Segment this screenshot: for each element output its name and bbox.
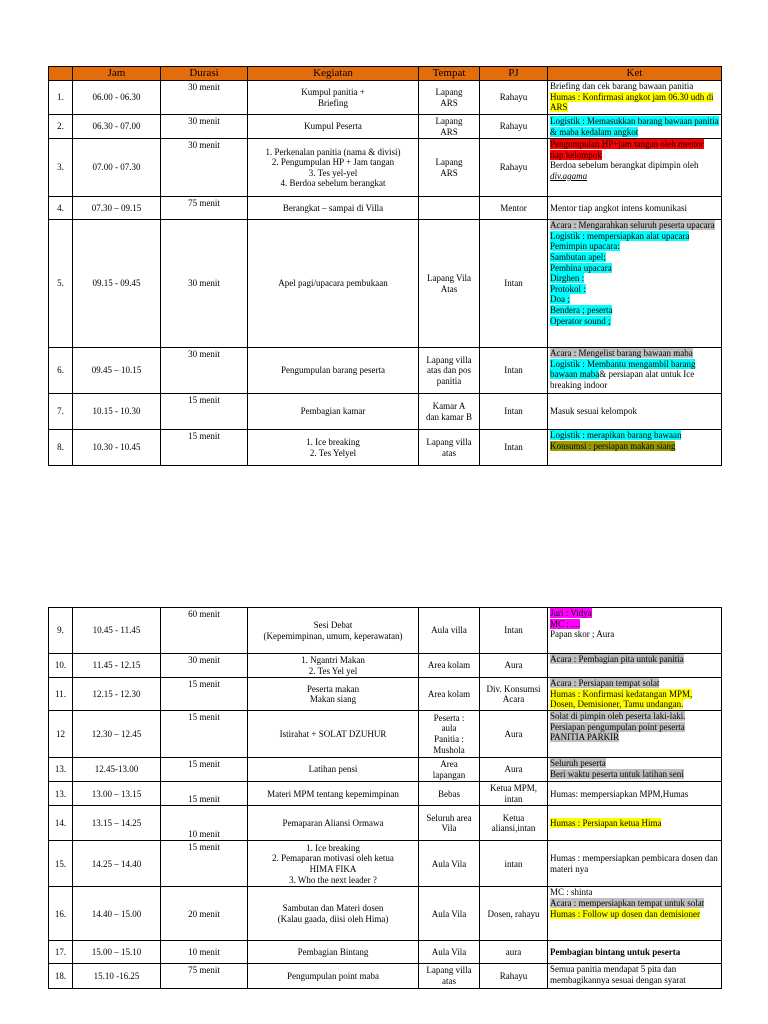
place-line: atas dan pos: [427, 365, 471, 376]
pic-cell: Rahayu: [480, 139, 548, 197]
table-row: [49, 964, 722, 988]
note-line: Pemimpin upacara:: [550, 241, 620, 252]
note-cell: [548, 941, 722, 964]
place-cell: [419, 711, 480, 758]
activity-cell: [248, 964, 419, 988]
activity-cell: [248, 782, 419, 806]
place-line: ARS: [440, 167, 458, 178]
note-line: Pembina upacara: [550, 262, 612, 273]
duration-cell: 15 menit: [161, 711, 248, 758]
place-cell: [419, 806, 480, 841]
activity-line: Kumpul Peserta: [304, 121, 362, 132]
note-cell: [548, 654, 722, 678]
place-cell: [419, 654, 480, 678]
place-cell: [419, 348, 480, 394]
place-cell: [419, 887, 480, 941]
duration-cell: 10 menit: [161, 806, 248, 841]
row-number: 2.: [49, 115, 73, 139]
header-no: [49, 67, 73, 81]
activity-line: Berangkat – sampai di Villa: [282, 202, 384, 213]
place-line: Aula villa: [431, 625, 467, 636]
place-line: Seluruh area: [426, 812, 472, 823]
time-cell: 10.15 - 10.30: [73, 394, 161, 430]
activity-cell: [248, 220, 419, 348]
note-line: Humas : mempersiapkan pembicara dosen dan materi nya: [550, 853, 718, 874]
note-line: Berdoa sebelum berangkat dipimpin oleh: [550, 160, 699, 171]
duration-cell: 30 menit: [161, 220, 248, 348]
activity-cell: [248, 711, 419, 758]
activity-line: Makan siang: [309, 694, 357, 705]
duration-cell: 60 menit: [161, 608, 248, 654]
activity-line: 3. Who the next leader ?: [289, 874, 377, 885]
note-line: Persiapan pengumpulan point peserta: [550, 721, 685, 732]
header-kegiatan: Kegiatan: [248, 67, 419, 81]
activity-line: Sesi Debat: [313, 619, 353, 630]
place-cell: [419, 941, 480, 964]
duration-cell: 30 menit: [161, 654, 248, 678]
duration-cell: 15 menit: [161, 678, 248, 711]
note-line: Dirghen :: [550, 273, 585, 284]
table-row: [49, 220, 722, 348]
pic-cell: Intan: [480, 608, 548, 654]
note-line: Logistik : Membantu mengambil barang bawaan maba: [550, 358, 696, 380]
place-line: Panitia :: [434, 734, 464, 745]
note-line: & persiapan alat untuk Ice breaking indoor: [550, 369, 695, 391]
pic-cell: Intan: [480, 220, 548, 348]
activity-line: HIMA FIKA: [309, 863, 357, 874]
note-cell: [548, 81, 722, 115]
place-cell: [419, 81, 480, 115]
activity-cell: [248, 115, 419, 139]
place-line: Mushola: [433, 744, 465, 755]
activity-line: 3. Tes yel-yel: [308, 167, 358, 178]
note-line: Logistik : mempersiapkan alat upacara: [550, 230, 690, 241]
note-line: Doa ;: [550, 294, 570, 305]
table-row: [49, 139, 722, 197]
header-ket: Ket: [548, 67, 722, 81]
time-cell: 11.45 - 12.15: [73, 654, 161, 678]
row-number: 11.: [49, 678, 73, 711]
place-line: Lapang: [435, 116, 463, 126]
note-line: Humas : Konfirmasi angkot jam 06.30 udh di ARS: [550, 91, 714, 113]
activity-line: (Kepemimpinan, umum, keperawatan): [263, 630, 403, 641]
table-row: [49, 711, 722, 758]
activity-line: Pembagian Bintang: [297, 947, 369, 958]
activity-line: Pemaparan Aliansi Ormawa: [282, 818, 384, 829]
place-line: Aula Vila: [431, 947, 467, 958]
time-cell: 12.45-13.00: [73, 758, 161, 782]
note-line: Beri waktu peserta untuk latihan seni: [550, 768, 684, 779]
note-cell: [548, 348, 722, 394]
note-cell: [548, 964, 722, 988]
note-line: MC : ....: [550, 618, 581, 629]
activity-line: Peserta makan: [306, 683, 360, 694]
note-line: Seluruh peserta: [550, 758, 606, 769]
note-line: Humas: mempersiapkan MPM,Humas: [550, 788, 689, 799]
place-line: dan kamar B: [426, 411, 472, 422]
note-line: Bendera ; peserta: [550, 305, 613, 316]
place-line: atas: [442, 447, 456, 458]
place-line: ARS: [440, 126, 458, 137]
row-number: 17.: [49, 941, 73, 964]
place-cell: [419, 608, 480, 654]
duration-cell: 30 menit: [161, 115, 248, 139]
note-line: Papan skor ; Aura: [550, 629, 615, 640]
time-cell: 12.15 - 12.30: [73, 678, 161, 711]
time-cell: 09.45 – 10.15: [73, 348, 161, 394]
activity-line: 1. Ngantri Makan: [301, 655, 365, 665]
activity-cell: [248, 941, 419, 964]
note-cell: [548, 806, 722, 841]
activity-line: Kumpul panitia +: [301, 86, 365, 97]
table-row: [49, 81, 722, 115]
activity-cell: [248, 608, 419, 654]
pic-cell: Aura: [480, 711, 548, 758]
note-cell: [548, 887, 722, 941]
note-cell: [548, 678, 722, 711]
activity-line: Briefing: [318, 97, 348, 108]
table-row: [49, 782, 722, 806]
duration-cell: 15 menit: [161, 394, 248, 430]
note-line: Konsumsi : persiapan makan siang: [550, 440, 676, 451]
place-cell: [419, 394, 480, 430]
note-line: Briefing dan cek barang bawaan panitia: [550, 81, 694, 91]
table-row: [49, 806, 722, 841]
pic-cell: Aura: [480, 758, 548, 782]
place-line: Aula Vila: [431, 908, 467, 919]
note-line: Protokol :: [550, 283, 586, 294]
activity-cell: [248, 887, 419, 941]
note-line: div.agama: [550, 171, 588, 182]
place-cell: [419, 678, 480, 711]
time-cell: 15.00 – 15.10: [73, 941, 161, 964]
note-line: Solat di pimpin oleh peserta laki-laki.: [550, 711, 686, 722]
note-line: Acara : Mengelist barang bawaan maba: [550, 348, 693, 359]
place-line: Peserta :: [433, 712, 465, 723]
row-number: 14.: [49, 806, 73, 841]
note-cell: [548, 782, 722, 806]
note-cell: [548, 197, 722, 220]
place-line: Lapang: [435, 86, 463, 97]
place-cell: [419, 758, 480, 782]
pic-cell: aura: [480, 941, 548, 964]
time-cell: 10.45 - 11.45: [73, 608, 161, 654]
activity-line: Pengumpulan barang peserta: [281, 365, 385, 376]
place-line: Lapang villa: [426, 354, 472, 365]
place-line: Lapang villa: [426, 437, 472, 448]
note-line: Sambutan apel;: [550, 252, 606, 263]
duration-cell: 15 menit: [161, 841, 248, 887]
place-line: Aula Vila: [431, 858, 467, 869]
place-line: Bebas: [438, 788, 460, 799]
pic-cell: Intan: [480, 348, 548, 394]
note-line: Semua panitia mendapat 5 pita dan membagikannya sesuai dengan syarat: [550, 964, 686, 986]
place-line: Area kolam: [427, 688, 471, 699]
time-cell: 07.30 – 09.15: [73, 197, 161, 220]
row-number: 8.: [49, 430, 73, 466]
row-number: 15.: [49, 841, 73, 887]
schedule-table-1: [48, 66, 722, 466]
place-line: panitia: [436, 376, 462, 387]
duration-cell: 10 menit: [161, 941, 248, 964]
activity-cell: [248, 678, 419, 711]
pic-cell: Ketua aliansi,intan: [480, 806, 548, 841]
duration-cell: 75 menit: [161, 964, 248, 988]
duration-cell: 15 menit: [161, 758, 248, 782]
place-line: Kamar A: [432, 401, 466, 412]
place-cell: [419, 430, 480, 466]
note-cell: [548, 394, 722, 430]
note-line: Acara : Pembagian pita untuk panitia: [550, 654, 684, 664]
activity-cell: [248, 197, 419, 220]
place-cell: [419, 197, 480, 220]
activity-line: Latihan pensi: [308, 764, 358, 775]
activity-line: 1. Ice breaking: [306, 842, 360, 853]
time-cell: 13.15 – 14.25: [73, 806, 161, 841]
note-line: Masuk sesuai kelompok: [550, 406, 637, 417]
activity-cell: [248, 430, 419, 466]
row-number: 16.: [49, 887, 73, 941]
activity-cell: [248, 348, 419, 394]
row-number: 13.: [49, 758, 73, 782]
header-durasi: Durasi: [161, 67, 248, 81]
note-line: Acara : Persiapan tempat solat: [550, 678, 660, 689]
note-cell: [548, 139, 722, 197]
activity-line: 2. Tes Yel yel: [308, 665, 358, 676]
table-row: [49, 430, 722, 466]
note-cell: [548, 711, 722, 758]
activity-line: 2. Pengumpulan HP + Jam tangan: [271, 157, 395, 168]
note-cell: [548, 841, 722, 887]
note-line: Pengumpulan HP+jam tangan oleh mentor tiap kelompok: [550, 139, 704, 160]
row-number: 18.: [49, 964, 73, 988]
note-line: Humas : Konfirmasi kedatangan MPM, Dosen, Demisioner, Tamu undangan.: [550, 688, 693, 710]
duration-cell: 20 menit: [161, 887, 248, 941]
pic-cell: Rahayu: [480, 81, 548, 115]
place-line: ARS: [440, 97, 458, 108]
time-cell: 14.25 – 14.40: [73, 841, 161, 887]
note-line: Humas : Persiapan ketua Hima: [550, 818, 662, 829]
table-row: [49, 941, 722, 964]
pic-cell: Div. Konsumsi Acara: [480, 678, 548, 711]
duration-cell: 15 menit: [161, 430, 248, 466]
header-pj: PJ: [480, 67, 548, 81]
duration-cell: 30 menit: [161, 139, 248, 197]
place-cell: [419, 782, 480, 806]
time-cell: 07.00 - 07.30: [73, 139, 161, 197]
activity-cell: [248, 758, 419, 782]
table-row: [49, 654, 722, 678]
activity-line: Sambutan dan Materi dosen: [282, 903, 384, 914]
time-cell: 06.00 - 06.30: [73, 81, 161, 115]
activity-cell: [248, 139, 419, 197]
table-row: [49, 758, 722, 782]
activity-line: 4. Berdoa sebelum berangkat: [280, 178, 386, 189]
activity-line: Apel pagi/upacara pembukaan: [278, 278, 388, 289]
table-row: [49, 841, 722, 887]
pic-cell: Dosen, rahayu: [480, 887, 548, 941]
row-number: 7.: [49, 394, 73, 430]
time-cell: 12.30 – 12.45: [73, 711, 161, 758]
note-line: MC : shinta: [550, 887, 593, 898]
note-line: Logistik : Memasukkan barang bawaan panitia & maba kedalam angkot: [550, 116, 719, 137]
table-row: [49, 887, 722, 941]
activity-line: Materi MPM tentang kepemimpinan: [267, 788, 399, 799]
table-row: [49, 115, 722, 139]
activity-line: Pengumpulan point maba: [287, 970, 379, 981]
place-cell: [419, 139, 480, 197]
activity-cell: [248, 654, 419, 678]
duration-cell: 30 menit: [161, 348, 248, 394]
time-cell: 13.00 – 13.15: [73, 782, 161, 806]
row-number: 3.: [49, 139, 73, 197]
row-number: 1.: [49, 81, 73, 115]
activity-cell: [248, 81, 419, 115]
note-cell: [548, 430, 722, 466]
pic-cell: Intan: [480, 394, 548, 430]
note-line: Juri : Vidya: [550, 608, 592, 618]
place-line: Lapang: [435, 157, 463, 168]
place-cell: [419, 964, 480, 988]
table-row: [49, 608, 722, 654]
place-line: Area: [440, 759, 458, 770]
note-line: Logistik : merapikan barang bawaan: [550, 430, 682, 441]
pic-cell: Rahayu: [480, 964, 548, 988]
pic-cell: Aura: [480, 654, 548, 678]
table-row: [49, 348, 722, 394]
row-number: 6.: [49, 348, 73, 394]
place-cell: [419, 115, 480, 139]
table-row: [49, 678, 722, 711]
row-number: 12: [49, 711, 73, 758]
note-line: Mentor tiap angkot intens komunikasi: [550, 202, 687, 213]
time-cell: 10.30 - 10.45: [73, 430, 161, 466]
duration-cell: 30 menit: [161, 81, 248, 115]
pic-cell: Intan: [480, 430, 548, 466]
table-row: [49, 394, 722, 430]
row-number: 9.: [49, 608, 73, 654]
place-cell: [419, 841, 480, 887]
table-row: [49, 197, 722, 220]
activity-cell: [248, 806, 419, 841]
row-number: 13.: [49, 782, 73, 806]
activity-line: 1. Perkenalan panitia (nama & divisi): [265, 146, 401, 157]
time-cell: 09.15 - 09.45: [73, 220, 161, 348]
place-line: Vila: [441, 823, 457, 834]
place-cell: [419, 220, 480, 348]
activity-line: 2. Tes Yelyel: [309, 447, 357, 458]
row-number: 4.: [49, 197, 73, 220]
place-line: atas: [442, 976, 456, 987]
place-line: lapangan: [432, 769, 466, 780]
note-line: Humas : Follow up dosen dan demisioner: [550, 908, 700, 919]
activity-line: 1. Ice breaking: [306, 437, 360, 448]
note-cell: [548, 115, 722, 139]
note-line: Pembagian bintang untuk peserta: [550, 947, 681, 958]
activity-cell: [248, 841, 419, 887]
place-line: Area kolam: [427, 660, 471, 671]
note-cell: [548, 758, 722, 782]
note-line: Acara : mempersiapkan tempat untuk solat: [550, 898, 705, 909]
header-jam: Jam: [73, 67, 161, 81]
table-header-row: [49, 67, 722, 81]
time-cell: 15.10 -16.25: [73, 964, 161, 988]
place-line: Lapang Vila: [426, 273, 472, 284]
note-cell: [548, 220, 722, 348]
pic-cell: Mentor: [480, 197, 548, 220]
note-line: Acara : Mengarahkan seluruh peserta upacara: [550, 220, 715, 231]
note-cell: [548, 608, 722, 654]
pic-cell: intan: [480, 841, 548, 887]
duration-cell: 75 menit: [161, 197, 248, 220]
activity-line: Istirahat + SOLAT DZUHUR: [279, 728, 387, 739]
row-number: 5.: [49, 220, 73, 348]
activity-line: (Kalau gaada, diisi oleh Hima): [277, 913, 389, 924]
time-cell: 14.40 – 15.00: [73, 887, 161, 941]
time-cell: 06.30 - 07.00: [73, 115, 161, 139]
place-line: Lapang villa: [426, 965, 472, 976]
note-line: Operator sound ;: [550, 315, 611, 326]
activity-cell: [248, 394, 419, 430]
activity-line: 2. Pemaparan motivasi oleh ketua: [272, 853, 394, 864]
activity-line: Pembagian kamar: [300, 406, 366, 417]
place-line: Atas: [440, 283, 458, 294]
pic-cell: Ketua MPM, intan: [480, 782, 548, 806]
duration-cell: 15 menit: [161, 782, 248, 806]
note-line: PANITIA PARKIR: [550, 732, 620, 743]
place-line: aula: [441, 723, 457, 734]
row-number: 10.: [49, 654, 73, 678]
schedule-table-2: [48, 607, 722, 989]
header-tempat: Tempat: [419, 67, 480, 81]
pic-cell: Rahayu: [480, 115, 548, 139]
